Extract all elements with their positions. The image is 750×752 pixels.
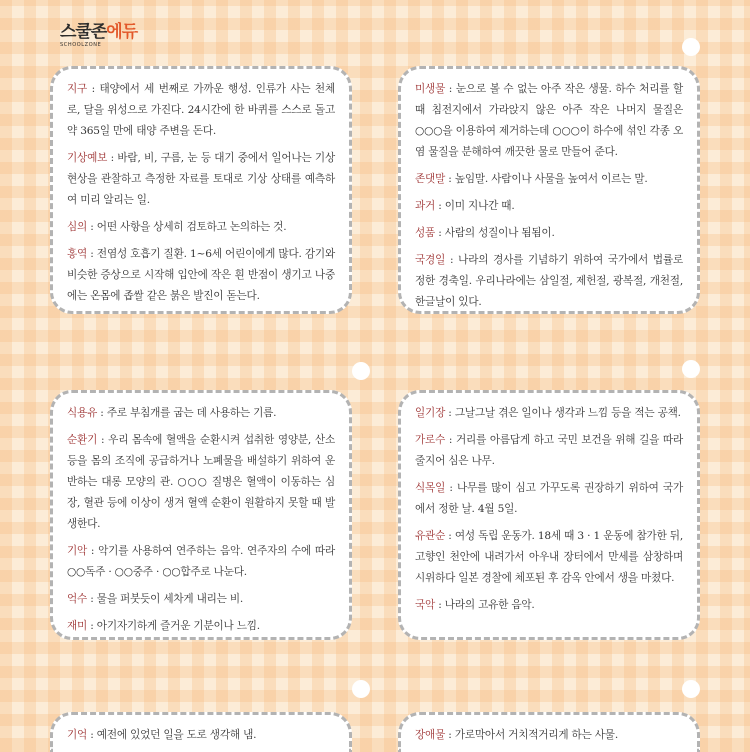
vocab-definition: 아기자기하게 즐거운 기분이나 느낌.	[96, 620, 260, 632]
vocab-entry: 지구 : 태양에서 세 번째로 가까운 행성. 인류가 사는 천체로, 달을 위성으로 가진다. 24시간에 한 바퀴를 스스로 돌고 약 365일 만에 태양 주변을 돈다.	[67, 83, 335, 137]
vocab-entry: 존댓말 : 높임말. 사람이나 사물을 높여서 이르는 말.	[415, 173, 648, 185]
vocab-entry: 일기장 : 그날그날 겪은 일이나 생각과 느낌 등을 적는 공책.	[415, 407, 681, 419]
vocab-term: 순환기	[67, 434, 98, 446]
vocab-term: 미생물	[415, 83, 446, 95]
vocab-term: 재미	[67, 620, 88, 632]
vocab-term: 홍역	[67, 248, 88, 260]
vocab-term: 국경일	[415, 254, 446, 266]
vocab-term: 성품	[415, 227, 436, 239]
vocab-definition: 사람의 성질이나 됨됨이.	[444, 227, 555, 239]
vocab-entry: 가로수 : 거리를 아름답게 하고 국민 보건을 위해 길을 따라 줄지어 심은 나무.	[415, 434, 683, 467]
vocab-definition: 바람, 비, 구름, 눈 등 대기 중에서 일어나는 기상 현상을 관찰하고 측정한 자료를 토대로 기상 상태를 예측하여 미리 알리는 일.	[67, 152, 335, 206]
vocab-entry: 심의 : 어떤 사항을 상세히 검토하고 논의하는 것.	[67, 221, 287, 233]
vocab-term: 일기장	[415, 407, 446, 419]
vocab-definition: 나라의 경사를 기념하기 위하여 국가에서 법률로 정한 경축일. 우리나라에는 삼일절, 제헌절, 광복절, 개천절, 한글날이 있다.	[415, 254, 683, 308]
vocab-entry: 성품 : 사람의 성질이나 됨됨이.	[415, 227, 555, 239]
vocab-entry: 식용유 : 주로 부침개를 굽는 데 사용하는 기름.	[67, 407, 277, 419]
vocab-entry: 과거 : 이미 지나간 때.	[415, 200, 515, 212]
vocab-definition: 가로막아서 거치적거리게 하는 사물.	[454, 729, 619, 741]
vocab-entry: 억수 : 물을 퍼붓듯이 세차게 내리는 비.	[67, 593, 244, 605]
vocab-term: 국악	[415, 599, 436, 611]
decorative-dot	[352, 680, 370, 698]
vocab-definition: 나라의 고유한 음악.	[444, 599, 535, 611]
vocab-card	[398, 390, 700, 640]
vocab-definition: 여성 독립 운동가. 18세 때 3 · 1 운동에 참가한 뒤, 고향인 천안에 내려가서 아우내 장터에서 만세를 삼창하며 시위하다 일본 경찰에 체포된 후 감옥 안에서 생을 마쳤다.	[415, 530, 683, 584]
decorative-dot	[352, 362, 370, 380]
vocab-term: 존댓말	[415, 173, 446, 185]
vocab-card	[50, 390, 352, 640]
decorative-dot	[682, 680, 700, 698]
vocab-term: 과거	[415, 200, 436, 212]
vocab-term: 식목일	[415, 482, 446, 494]
vocab-card	[50, 712, 352, 752]
vocab-definition: 물을 퍼붓듯이 세차게 내리는 비.	[96, 593, 244, 605]
vocab-entry: 기악 : 악기를 사용하여 연주하는 음악. 연주자의 수에 따라 ○○독주 · ○○중주 · ○○합주로 나눈다.	[67, 545, 335, 578]
logo-text-accent: 에듀	[106, 22, 138, 42]
vocab-entry: 홍역 : 전염성 호흡기 질환. 1~6세 어린이에게 많다. 감기와 비슷한 증상으로 시작해 입안에 작은 흰 반점이 생기고 나중에는 온몸에 좁쌀 같은 붉은 발진이 돋는다.	[67, 248, 335, 302]
vocab-term: 억수	[67, 593, 88, 605]
vocab-entry: 기억 : 예전에 있었던 일을 도로 생각해 냄.	[67, 729, 257, 741]
logo-wordmark	[60, 24, 137, 41]
vocab-entry: 식목일 : 나무를 많이 심고 가꾸도록 권장하기 위하여 국가에서 정한 날. 4월 5일.	[415, 482, 683, 515]
vocab-card	[398, 712, 700, 752]
vocab-entry: 기상예보 : 바람, 비, 구름, 눈 등 대기 중에서 일어나는 기상 현상을 관찰하고 측정한 자료를 토대로 기상 상태를 예측하여 미리 알리는 일.	[67, 152, 335, 206]
vocab-term: 식용유	[67, 407, 98, 419]
vocab-definition: 나무를 많이 심고 가꾸도록 권장하기 위하여 국가에서 정한 날. 4월 5일.	[415, 482, 683, 515]
vocab-entry: 국악 : 나라의 고유한 음악.	[415, 599, 535, 611]
vocab-definition: 악기를 사용하여 연주하는 음악. 연주자의 수에 따라 ○○독주 · ○○중주 · ○○합주로 나눈다.	[67, 545, 335, 578]
decorative-dot	[682, 38, 700, 56]
vocab-term: 심의	[67, 221, 88, 233]
vocab-entry: 국경일 : 나라의 경사를 기념하기 위하여 국가에서 법률로 정한 경축일. 우리나라에는 삼일절, 제헌절, 광복절, 개천절, 한글날이 있다.	[415, 254, 683, 308]
vocab-definition: 주로 부침개를 굽는 데 사용하는 기름.	[106, 407, 277, 419]
vocab-definition: 눈으로 볼 수 없는 아주 작은 생물. 하수 처리를 할 때 침전지에서 가라앉지 않은 아주 작은 나머지 물질은 ○○○을 이용하여 제거하는데 ○○○이 하수에 섞인 각종 오염 물질을 분해하여 깨끗한 물로 만들어 준다.	[415, 83, 683, 158]
vocab-definition: 어떤 사항을 상세히 검토하고 논의하는 것.	[96, 221, 287, 233]
vocab-definition: 예전에 있었던 일을 도로 생각해 냄.	[96, 729, 257, 741]
vocab-definition: 그날그날 겪은 일이나 생각과 느낌 등을 적는 공책.	[454, 407, 681, 419]
vocab-entry: 미생물 : 눈으로 볼 수 없는 아주 작은 생물. 하수 처리를 할 때 침전지에서 가라앉지 않은 아주 작은 나머지 물질은 ○○○을 이용하여 제거하는데 ○○○이 하수에 섞인 각종 오염 물질을 분해하여 깨끗한 물로 만들어 준다.	[415, 83, 683, 158]
vocab-term: 기억	[67, 729, 88, 741]
vocab-card	[398, 66, 700, 314]
vocab-term: 유관순	[415, 530, 446, 542]
vocab-definition: 이미 지나간 때.	[444, 200, 515, 212]
vocab-entry: 순환기 : 우리 몸속에 혈액을 순환시켜 섭취한 영양분, 산소 등을 몸의 조직에 공급하거나 노폐물을 배설하기 위하여 운반하는 대롱 모양의 관. ○○○ 질병은 혈액이 이동하는 심장, 혈관 등에 이상이 생겨 혈액 순환이 원활하지 못할 때 발생한다.	[67, 434, 335, 530]
logo-subtitle: SCHOOLZONE	[60, 42, 102, 48]
vocab-term: 지구	[67, 83, 88, 95]
vocab-definition: 전염성 호흡기 질환. 1~6세 어린이에게 많다. 감기와 비슷한 증상으로 시작해 입안에 작은 흰 반점이 생기고 나중에는 온몸에 좁쌀 같은 붉은 발진이 돋는다.	[67, 248, 335, 302]
vocab-term: 기악	[67, 545, 88, 557]
vocab-definition: 태양에서 세 번째로 가까운 행성. 인류가 사는 천체로, 달을 위성으로 가진다. 24시간에 한 바퀴를 스스로 돌고 약 365일 만에 태양 주변을 돈다.	[67, 83, 335, 137]
vocab-term: 기상예보	[67, 152, 108, 164]
vocab-definition: 높임말. 사람이나 사물을 높여서 이르는 말.	[454, 173, 648, 185]
logo-text-dark: 스쿨존	[60, 22, 107, 42]
vocab-entry: 유관순 : 여성 독립 운동가. 18세 때 3 · 1 운동에 참가한 뒤, 고향인 천안에 내려가서 아우내 장터에서 만세를 삼창하며 시위하다 일본 경찰에 체포된 후 감옥 안에서 생을 마쳤다.	[415, 530, 683, 584]
vocab-card	[50, 66, 352, 314]
brand-logo	[60, 24, 137, 50]
vocab-entry: 재미 : 아기자기하게 즐거운 기분이나 느낌.	[67, 620, 260, 632]
decorative-dot	[682, 360, 700, 378]
vocab-term: 가로수	[415, 434, 446, 446]
vocab-entry: 장애물 : 가로막아서 거치적거리게 하는 사물.	[415, 729, 619, 741]
vocab-definition: 거리를 아름답게 하고 국민 보건을 위해 길을 따라 줄지어 심은 나무.	[415, 434, 683, 467]
vocab-definition: 우리 몸속에 혈액을 순환시켜 섭취한 영양분, 산소 등을 몸의 조직에 공급하거나 노폐물을 배설하기 위하여 운반하는 대롱 모양의 관. ○○○ 질병은 혈액이 이동하는 심장, 혈관 등에 이상이 생겨 혈액 순환이 원활하지 못할 때 발생한다.	[67, 434, 335, 530]
vocab-term: 장애물	[415, 729, 446, 741]
